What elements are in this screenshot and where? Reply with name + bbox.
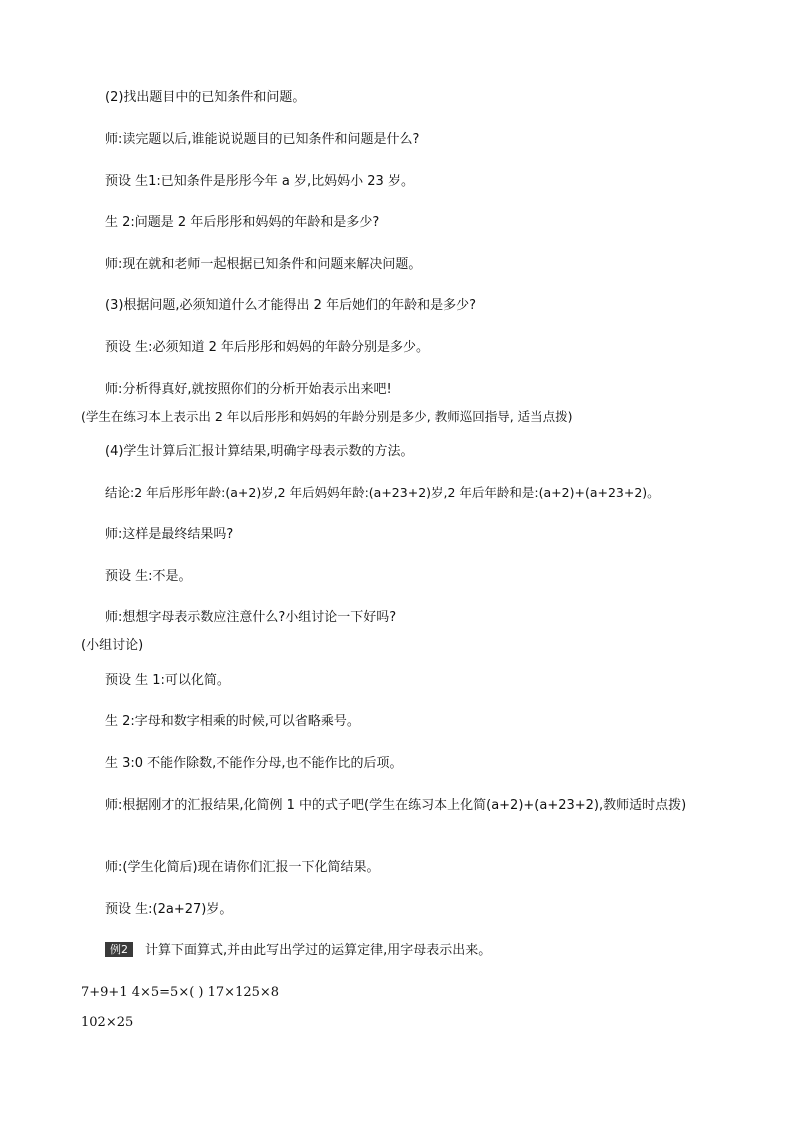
paragraph: 预设 生:必须知道 2 年后彤彤和妈妈的年龄分别是多少。	[105, 340, 430, 355]
paragraph: 生 2:字母和数字相乘的时候,可以省略乘号。	[105, 714, 360, 729]
paragraph: (学生在练习本上表示出 2 年以后彤彤和妈妈的年龄分别是多少, 教师巡回指导, 适当点拨)	[81, 409, 573, 424]
paragraph: 预设 生 1:可以化简。	[105, 673, 230, 688]
paragraph: 预设 生1:已知条件是彤彤今年 a 岁,比妈妈小 23 岁。	[105, 174, 414, 189]
example-text: 计算下面算式,并由此写出学过的运算定律,用字母表示出来。	[145, 943, 492, 958]
paragraph: 预设 生:不是。	[105, 569, 192, 584]
paragraph: 师:想想字母表示数应注意什么?小组讨论一下好吗?	[105, 610, 397, 625]
expression-row: 102×25	[81, 1015, 134, 1030]
example-badge: 例2	[105, 942, 133, 957]
paragraph: 预设 生:(2a+27)岁。	[105, 902, 233, 917]
expression-row: 7+9+1 4×5=5×( ) 17×125×8	[81, 985, 280, 1000]
paragraph: 师:分析得真好,就按照你们的分析开始表示出来吧!	[105, 382, 392, 397]
paragraph: 师:现在就和老师一起根据已知条件和问题来解决问题。	[105, 257, 422, 272]
paragraph: 师:(学生化简后)现在请你们汇报一下化简结果。	[105, 860, 380, 875]
paragraph: 生 3:0 不能作除数,不能作分母,也不能作比的后项。	[105, 756, 403, 771]
paragraph: (2)找出题目中的已知条件和问题。	[105, 90, 306, 105]
paragraph: (3)根据问题,必须知道什么才能得出 2 年后她们的年龄和是多少?	[105, 298, 476, 313]
paragraph: (小组讨论)	[81, 638, 144, 653]
paragraph: 生 2:问题是 2 年后彤彤和妈妈的年龄和是多少?	[105, 215, 380, 230]
paragraph: 师:读完题以后,谁能说说题目的已知条件和问题是什么?	[105, 132, 420, 147]
paragraph: 结论:2 年后彤彤年龄:(a+2)岁,2 年后妈妈年龄:(a+23+2)岁,2 年后年龄和是:(a+2)+(a+23+2)。	[105, 485, 660, 500]
paragraph: 师:根据刚才的汇报结果,化简例 1 中的式子吧(学生在练习本上化简(a+2)+(a+23+2),教师适时点拨)	[105, 798, 687, 813]
example-heading	[105, 942, 491, 960]
paragraph: 师:这样是最终结果吗?	[105, 527, 234, 542]
paragraph: (4)学生计算后汇报计算结果,明确字母表示数的方法。	[105, 444, 414, 459]
